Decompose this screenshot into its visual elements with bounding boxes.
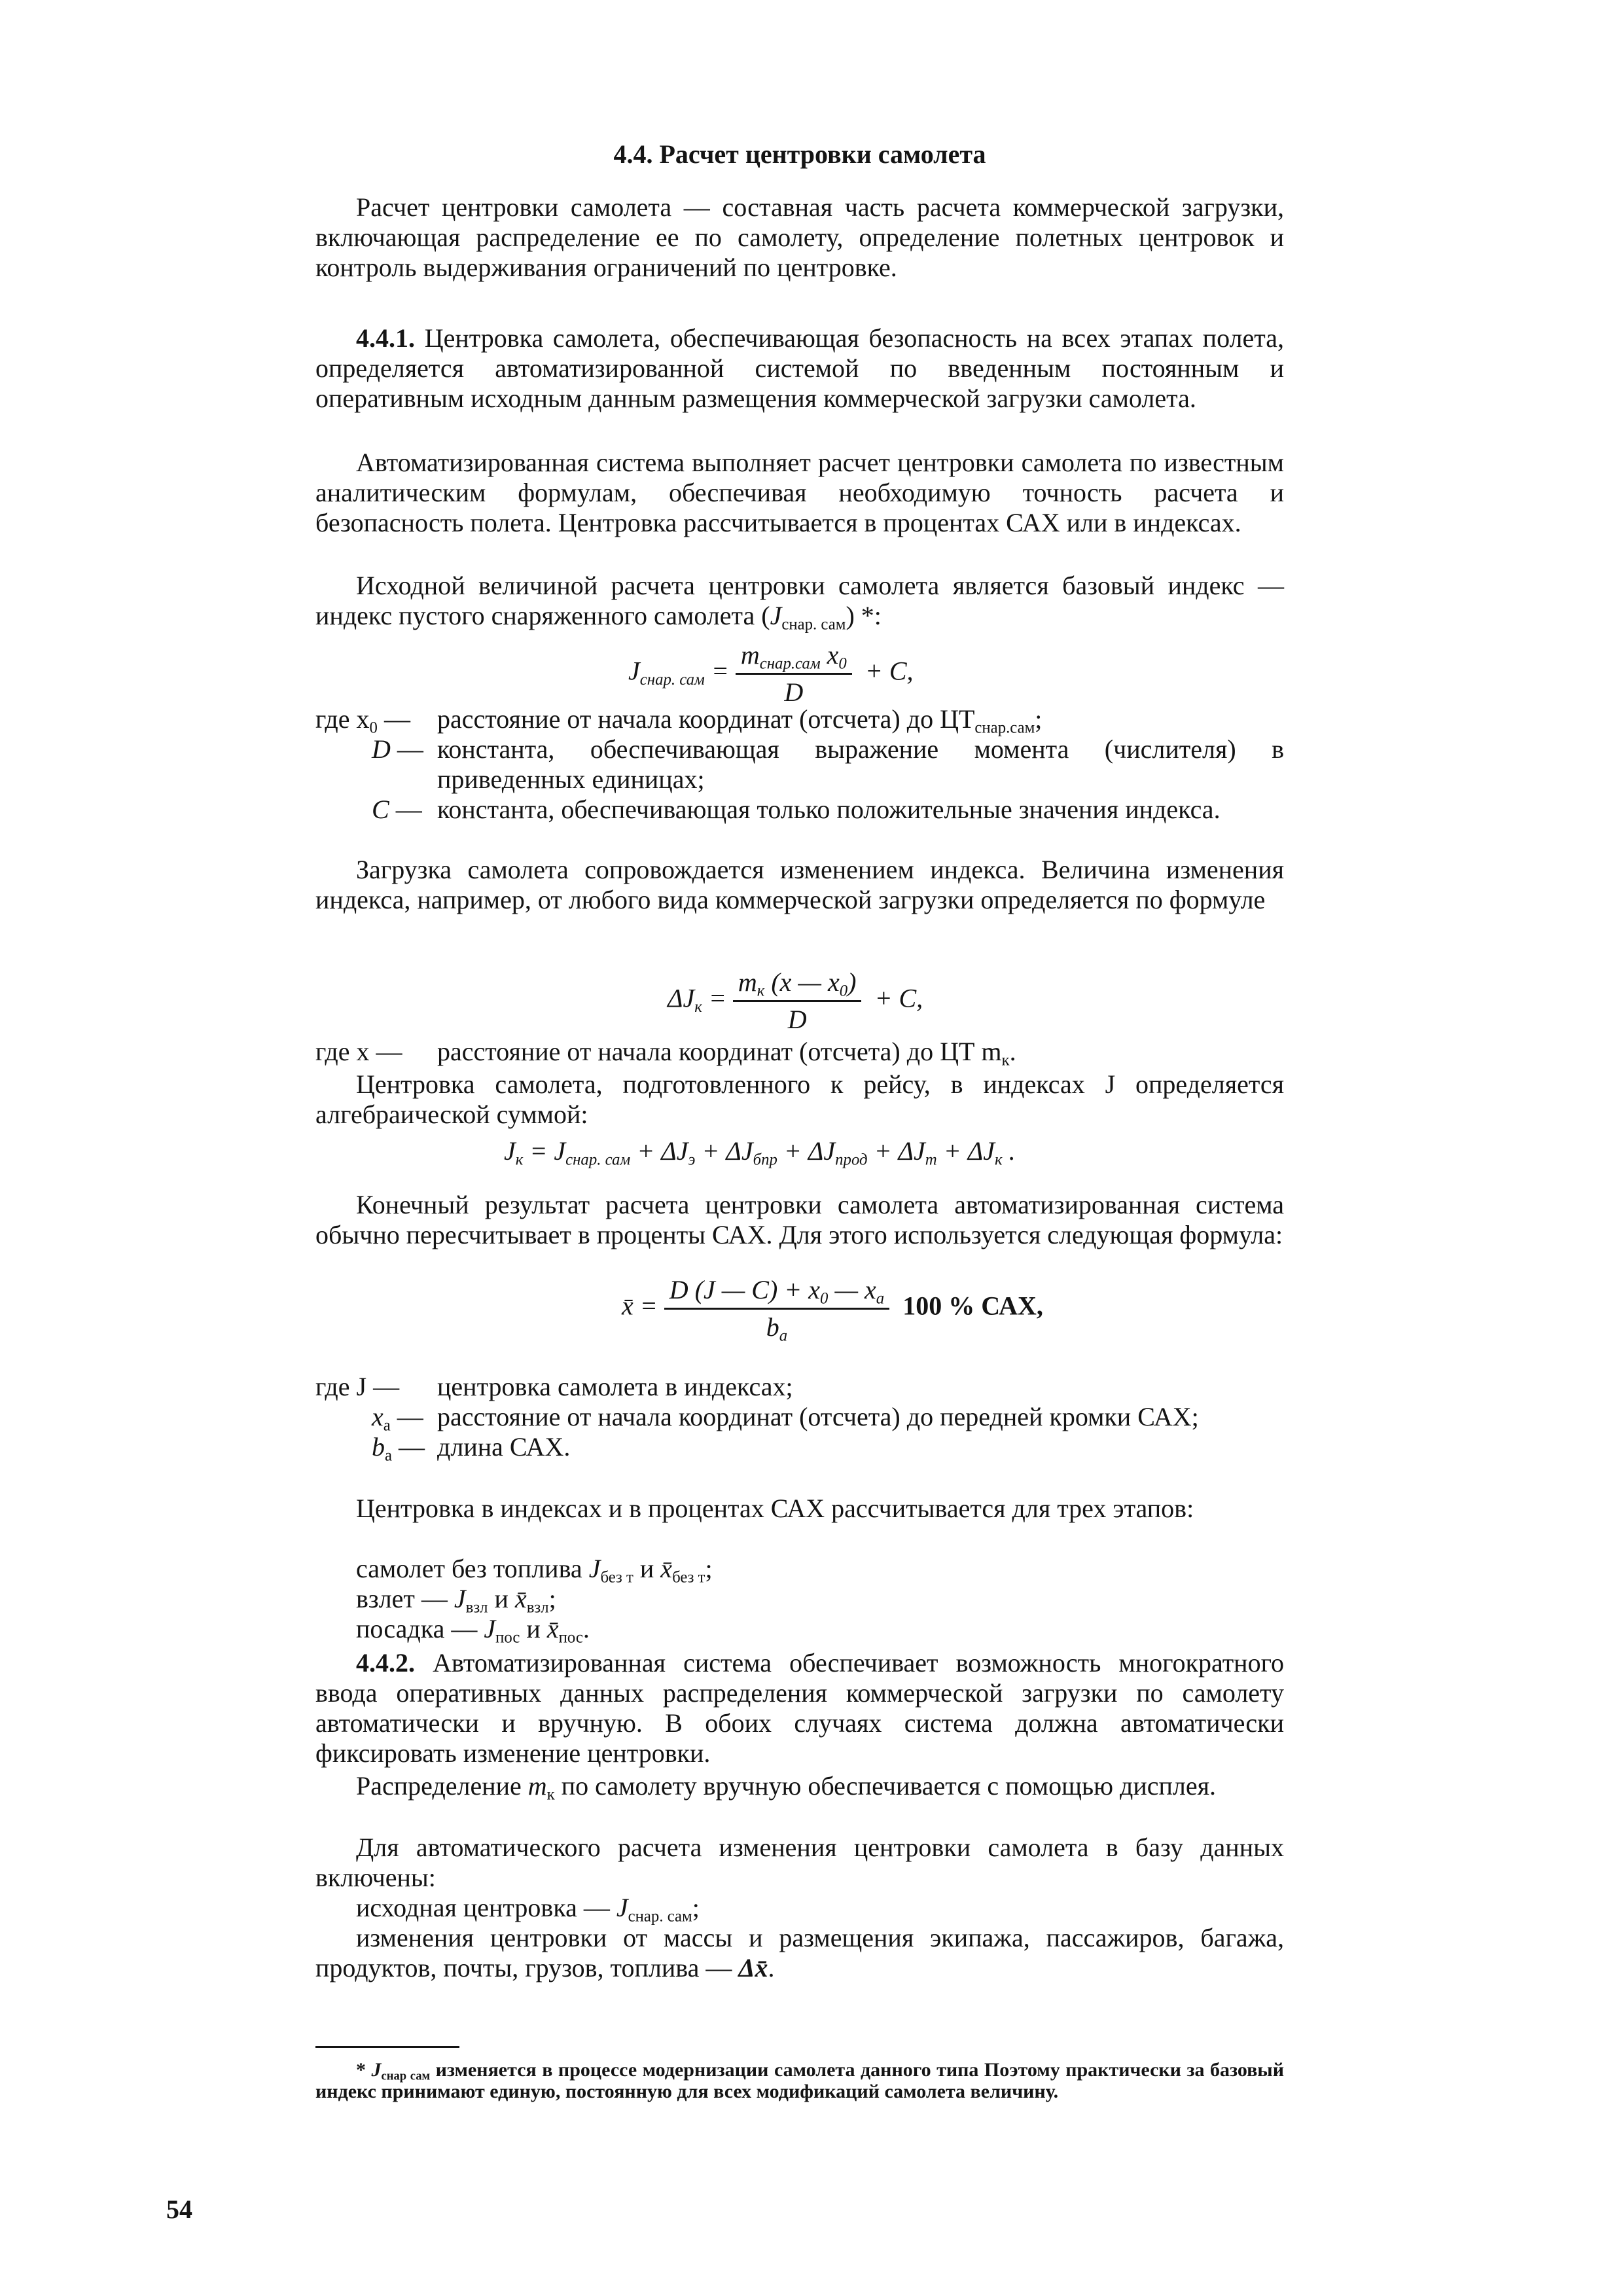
num-text: D (J — C) + x <box>669 1275 821 1304</box>
def-key <box>372 1432 425 1465</box>
def-value-end: . <box>1009 1037 1016 1066</box>
def-key-text: b <box>372 1432 385 1462</box>
definition-ba <box>315 1432 1284 1465</box>
symbol-m: m <box>527 1771 547 1801</box>
symbol-j: J <box>484 1614 496 1643</box>
footnote-text <box>315 2059 1284 2102</box>
base-index-text: Исходной величиной расчета центровки самолета является базовый индекс — индекс пустого снаряженного самолета ( <box>315 571 1284 630</box>
loading-text: Загрузка самолета сопровождается изменением индекса. Величина изменения индекса, например, от любого вида коммерческой загрузки определяется по формуле <box>315 855 1284 914</box>
stage-item <box>315 1554 1284 1587</box>
formula-eq: = <box>702 983 726 1013</box>
term-sub: к <box>515 1151 524 1169</box>
def-key-text: где J <box>315 1372 367 1401</box>
num-rest-sub: 0 <box>839 982 848 1000</box>
definition-xa <box>315 1402 1284 1435</box>
symbol-xbar: x̄ <box>660 1554 673 1583</box>
formula-lhs: x̄ <box>622 1291 633 1321</box>
def-key-sub: a <box>385 1446 393 1465</box>
definition-d <box>315 734 1284 795</box>
def-key-sub: a <box>383 1416 391 1435</box>
auto-system-text: Автоматизированная система выполняет расчет центровки самолета по известным аналитическим формулам, обеспечивая необходимую точность расчета и безопасность полета. Центровка рассчитывается в процентах САХ или в индексах. <box>315 448 1284 537</box>
footnote <box>315 2059 1284 2102</box>
den-sub: a <box>779 1327 788 1345</box>
num-m: m <box>738 967 757 997</box>
fraction <box>664 1275 889 1345</box>
auto-system-paragraph <box>315 448 1284 538</box>
term-sub: к <box>994 1151 1003 1169</box>
stage-and: и <box>633 1554 661 1583</box>
stage-x-sub: без т <box>672 1568 705 1587</box>
symbol-subscript: снар. сам <box>781 615 846 634</box>
definition-j <box>315 1372 1284 1402</box>
stage-end: . <box>582 1614 590 1643</box>
num-sub0: 0 <box>820 1289 829 1308</box>
formula-tail: 100 % САХ, <box>896 1291 1043 1321</box>
def-dash: — <box>369 1037 402 1066</box>
term-sub: бпр <box>753 1151 777 1169</box>
def-value: расстояние от начала координат (отсчета) до передней кромки САХ; <box>437 1402 1199 1431</box>
base-index-paragraph <box>315 571 1284 634</box>
base-index-after: ) *: <box>846 601 882 630</box>
num-x: x <box>820 640 839 670</box>
intro-paragraph <box>315 192 1284 283</box>
symbol-xbar: x̄ <box>546 1614 559 1643</box>
num-m-sub: снар.сам <box>759 655 821 673</box>
footnote-rule <box>315 2046 459 2048</box>
paragraph-text: Автоматизированная система обеспечивает возможность многократного ввода оперативных данных распределения коммерческой загрузки по самолету автоматически и вручную. В обоих случаях система должна автоматически фиксировать изменение центровки. <box>315 1648 1284 1768</box>
auto-db-text: Для автоматического расчета изменения центровки самолета в базу данных включены: <box>315 1833 1284 1892</box>
manual-paragraph <box>315 1771 1284 1804</box>
paragraph-4-4-2 <box>315 1648 1284 1768</box>
stage-label: самолет без топлива <box>356 1554 589 1583</box>
def-key-text: x <box>372 1402 383 1431</box>
num-rest: (x — x <box>764 967 840 997</box>
def-dash: — <box>366 1372 400 1401</box>
num-sub-a: a <box>876 1289 885 1308</box>
paragraph-text: Центровка самолета, обеспечивающая безопасность на всех этапах полета, определяется автоматизированной системой по введенным постоянным и оперативным исходным данным размещения коммерческой загрузки самолета. <box>315 323 1284 413</box>
manual-before: Распределение <box>356 1771 528 1801</box>
def-value-end: ; <box>1035 704 1043 734</box>
stage-j-sub: пос <box>495 1628 520 1647</box>
term: + ΔJ <box>630 1136 688 1166</box>
fraction <box>736 640 852 708</box>
paragraph-number: 4.4.1. <box>356 323 415 353</box>
def-dash: — <box>390 1402 423 1431</box>
def-value: константа, обеспечивающая только положительные значения индекса. <box>437 795 1221 824</box>
def-dash: — <box>392 1432 425 1462</box>
footnote-star: * <box>356 2059 372 2081</box>
three-stages-text: Центровка в индексах и в процентах САХ рассчитывается для трех этапов: <box>356 1494 1194 1523</box>
formula-delta-index <box>668 967 923 1035</box>
definition-x <box>315 1037 1284 1067</box>
den-b: b <box>766 1312 779 1342</box>
stage-and: и <box>488 1584 515 1613</box>
stage-item <box>315 1584 1284 1617</box>
def-key <box>372 795 422 825</box>
numerator <box>733 967 862 1002</box>
fraction <box>733 967 862 1035</box>
stage-and: и <box>520 1614 547 1643</box>
def-value <box>437 704 1284 737</box>
denominator <box>664 1310 889 1345</box>
def-value-text: расстояние от начала координат (отсчета) до ЦТ m <box>437 1037 1002 1066</box>
footnote-symbol: J <box>371 2059 382 2081</box>
footnote-symbol-sub: снар сам <box>381 2069 431 2083</box>
term: J <box>504 1136 516 1166</box>
db-item-text: исходная центровка — <box>356 1893 616 1922</box>
loading-paragraph <box>315 855 1284 915</box>
term: . <box>1002 1136 1016 1166</box>
def-value: константа, обеспечивающая выражение момента (числителя) в приведенных единицах; <box>437 734 1284 794</box>
denominator: D <box>787 1005 807 1034</box>
stage-x-sub: взл <box>526 1598 549 1617</box>
formula-eq: = <box>704 656 729 686</box>
formula-tail: + C, <box>868 983 923 1013</box>
db-item-symbol: Δx̄ <box>738 1953 768 1982</box>
page-number: 54 <box>166 2195 192 2224</box>
stages-list <box>315 1554 1284 1647</box>
num-x-sub: 0 <box>838 655 847 673</box>
symbol-xbar: x̄ <box>514 1584 527 1613</box>
formula-lhs-sub: снар. сам <box>639 671 705 689</box>
final-paragraph <box>315 1190 1284 1250</box>
formula-base-index <box>628 640 914 708</box>
symbol-j: J <box>588 1554 601 1583</box>
symbol-m-sub: к <box>546 1785 555 1804</box>
def-value: длина САХ. <box>437 1432 571 1462</box>
symbol-j: J <box>770 601 782 630</box>
def-key-text: C <box>372 795 389 824</box>
definitions-2 <box>315 1372 1284 1465</box>
prepared-paragraph <box>315 1069 1284 1130</box>
formula-lhs: ΔJ <box>668 983 695 1013</box>
manual-after: по самолету вручную обеспечивается с помощью дисплея. <box>554 1771 1217 1801</box>
prepared-text: Центровка самолета, подготовленного к рейсу, в индексах J определяется алгебраической суммой: <box>315 1069 1284 1129</box>
formula-lhs-sub: к <box>694 998 702 1016</box>
formula-percent-mac <box>622 1275 1043 1345</box>
term: + ΔJ <box>695 1136 753 1166</box>
def-value <box>437 1037 1284 1067</box>
symbol-j: J <box>454 1584 466 1613</box>
num-m: m <box>740 640 760 670</box>
db-item <box>315 1893 1284 1926</box>
def-key <box>315 704 410 737</box>
term-sub: снар. сам <box>565 1151 631 1169</box>
intro-text: Расчет центровки самолета — составная часть расчета коммерческой загрузки, включающая распределение ее по самолету, определение полетных центровок и контроль выдерживания ограничений по центровке. <box>315 192 1284 282</box>
def-key-text: D <box>372 734 391 764</box>
numerator <box>736 640 852 675</box>
term-sub: э <box>688 1151 696 1169</box>
def-key <box>315 1372 399 1402</box>
term-sub: т <box>925 1151 937 1169</box>
definition-x0 <box>315 704 1284 737</box>
stage-label: посадка — <box>356 1614 484 1643</box>
def-key <box>372 1402 423 1435</box>
stage-j-sub: взл <box>465 1598 488 1617</box>
def-dash: — <box>377 704 410 734</box>
db-item-end: . <box>768 1953 775 1982</box>
db-item-end: ; <box>692 1893 700 1922</box>
formula-lhs: J <box>628 656 640 686</box>
num-close: ) <box>847 967 857 997</box>
three-stages-paragraph <box>315 1494 1284 1524</box>
def-key-text: где x <box>315 1037 370 1066</box>
def-value-sub: снар.сам <box>974 719 1035 737</box>
def-key <box>372 734 423 764</box>
formula-eq: = <box>633 1291 658 1321</box>
num-mid: — x <box>828 1275 876 1304</box>
db-items-list <box>315 1893 1284 1983</box>
auto-db-paragraph <box>315 1833 1284 1893</box>
section-heading: 4.4. Расчет центровки самолета <box>613 139 986 169</box>
term-sub: прод <box>835 1151 868 1169</box>
term: + ΔJ <box>936 1136 995 1166</box>
stage-x-sub: пос <box>558 1628 583 1647</box>
formula-sum <box>504 1136 1016 1169</box>
stage-label: взлет — <box>356 1584 454 1613</box>
def-value: центровка самолета в индексах; <box>437 1372 793 1401</box>
def-key-text: где x <box>315 704 370 734</box>
db-item <box>315 1923 1284 1983</box>
term: = J <box>523 1136 566 1166</box>
def-value-sub: к <box>1001 1051 1010 1069</box>
db-item-text: изменения центровки от массы и размещения экипажа, пассажиров, багажа, продуктов, почты, грузов, топлива — <box>315 1923 1284 1982</box>
numerator <box>664 1275 889 1310</box>
def-key-sub: 0 <box>369 719 378 737</box>
definition-c <box>315 795 1284 825</box>
paragraph-number: 4.4.2. <box>356 1648 415 1677</box>
footnote-body: изменяется в процессе модернизации самолета данного типа Поэтому практически за базовый индекс принимают единую, постоянную для всех модификаций самолета величину. <box>315 2059 1284 2102</box>
def-value-text: расстояние от начала координат (отсчета) до ЦТ <box>437 704 975 734</box>
final-text: Конечный результат расчета центровки самолета автоматизированная система обычно пересчитывает в проценты САХ. Для этого используется следующая формула: <box>315 1190 1284 1249</box>
db-item-symbol: J <box>616 1893 628 1922</box>
stage-end: ; <box>705 1554 713 1583</box>
stage-item <box>315 1614 1284 1647</box>
formula-tail: + C, <box>858 656 914 686</box>
paragraph-4-4-1 <box>315 323 1284 414</box>
term: + ΔJ <box>777 1136 836 1166</box>
def-key <box>315 1037 402 1067</box>
definitions-1 <box>315 704 1284 825</box>
def-dash: — <box>390 734 423 764</box>
term: + ΔJ <box>867 1136 925 1166</box>
stage-end: ; <box>548 1584 556 1613</box>
db-item-sub: снар. сам <box>628 1907 692 1926</box>
def-dash: — <box>389 795 422 824</box>
num-m-sub: к <box>757 982 765 1000</box>
definition-row <box>315 1037 1284 1067</box>
denominator: D <box>784 677 804 707</box>
stage-j-sub: без т <box>600 1568 633 1587</box>
